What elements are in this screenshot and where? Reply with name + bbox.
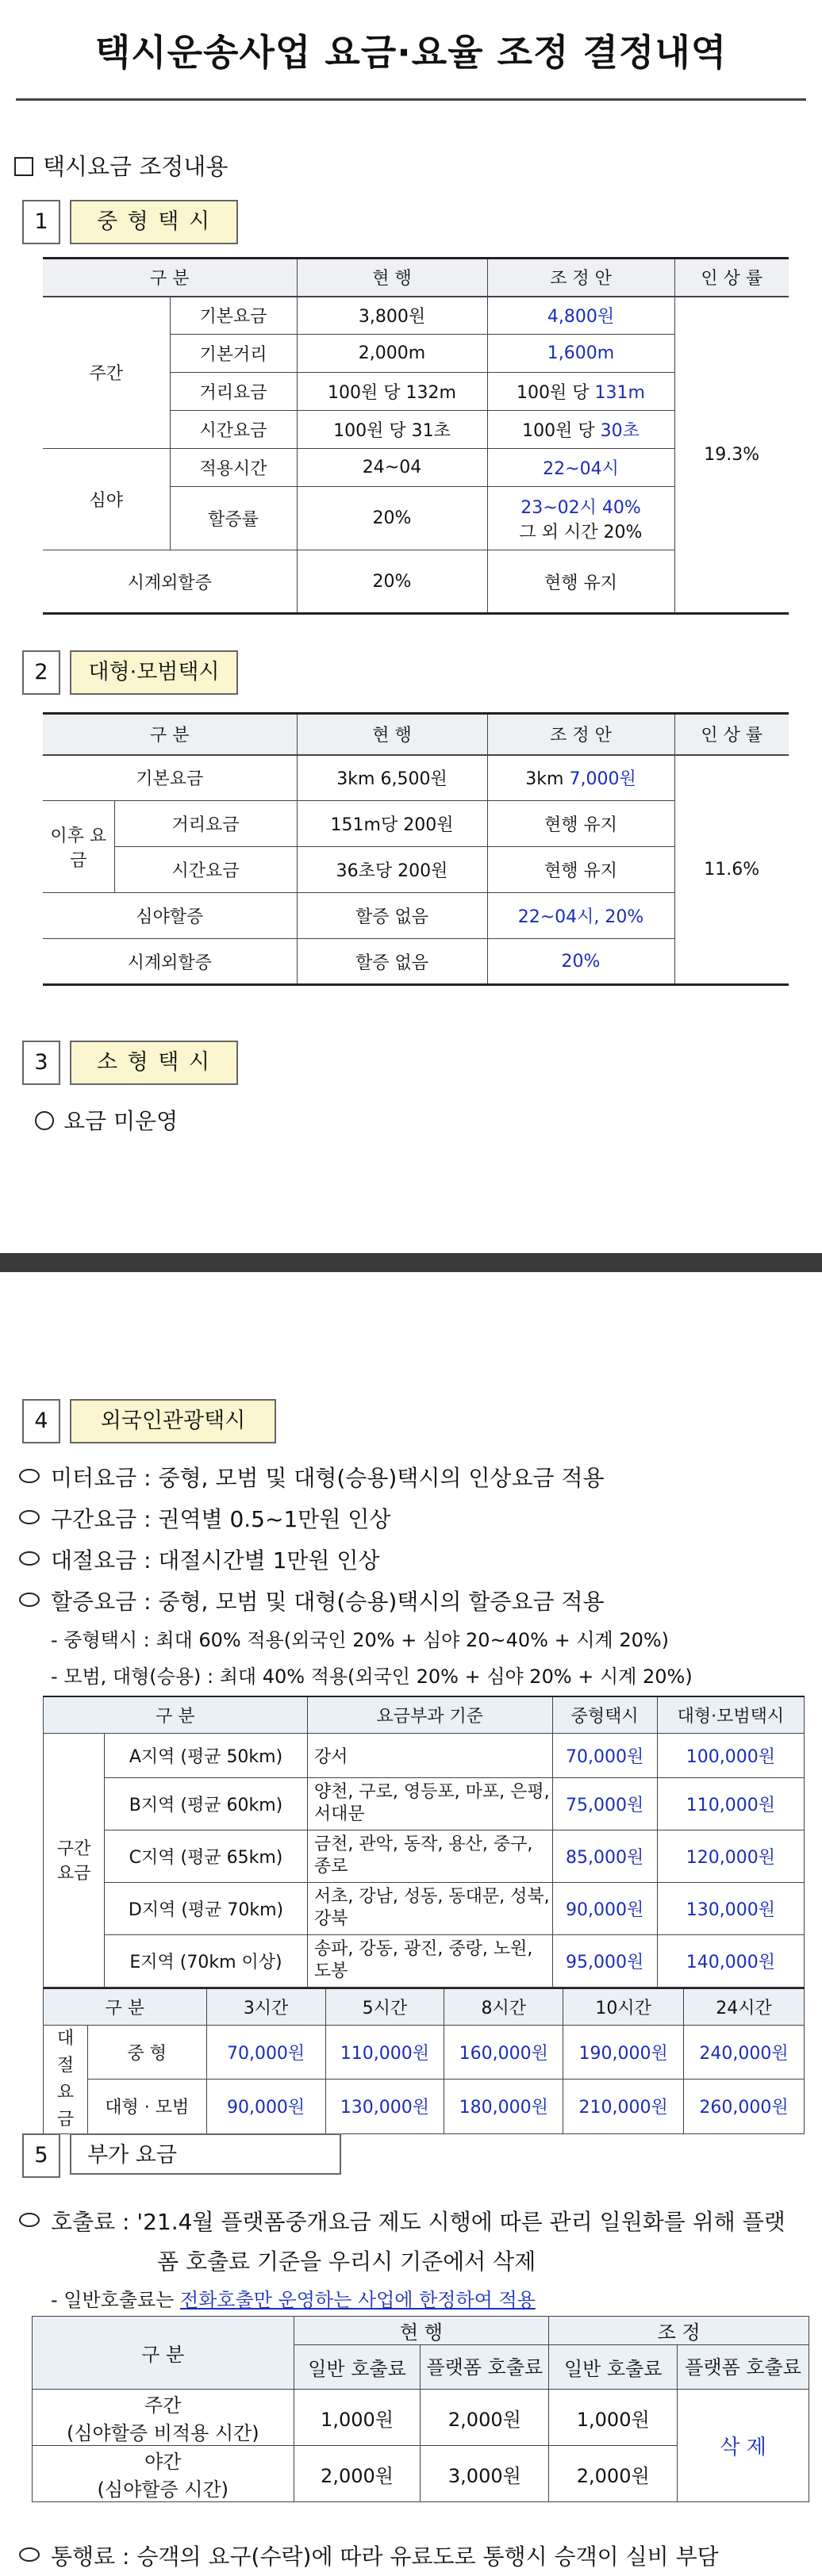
cell-zone: D지역 (평균 70km) [105, 1882, 308, 1934]
ellipse-bullet-icon [19, 1551, 40, 1566]
label-line: (심야할증 비적용 시간) [66, 2422, 259, 2444]
cell-midsize: 85,000원 [552, 1830, 657, 1882]
section-number: 4 [22, 1399, 60, 1443]
cell-large: 100,000원 [657, 1733, 804, 1777]
page-title: 택시운송사업 요금·요율 조정 결정내역 [94, 31, 728, 74]
section-label: 대형·모범택시 [70, 650, 238, 695]
dash-underlined-text: 전화호출만 운영하는 사업에 한정하여 적용 [180, 2289, 536, 2311]
header-general-fee: 일반 호출료 [294, 2345, 421, 2390]
cell-zone: E지역 (70km 이상) [105, 1934, 308, 1987]
cell-type: 대형 · 모범 [87, 2080, 206, 2134]
row-group-zone: 구간 요금 [44, 1733, 105, 1987]
cell-fare: 260,000원 [684, 2080, 805, 2134]
cell-proposal: 현행 유지 [487, 550, 674, 614]
cell-proposal [487, 411, 674, 449]
header-category: 구 분 [44, 1988, 207, 2025]
header-proposal: 조 정 안 [487, 714, 674, 755]
cell-fare: 110,000원 [325, 2025, 444, 2080]
header-large: 대형·모범택시 [657, 1696, 804, 1733]
ellipse-bullet-icon [19, 1593, 40, 1607]
cell-label: 거리요금 [170, 373, 297, 411]
cell-current: 100원 당 31초 [297, 411, 487, 449]
header-5h: 5시간 [325, 1988, 444, 2025]
ellipse-bullet-icon [19, 2213, 40, 2227]
proposal-value: 7,000원 [569, 769, 636, 790]
cell-label: 적용시간 [170, 449, 297, 487]
proposal-prefix: 100원 당 [522, 421, 595, 441]
cell-current: 3,800원 [297, 297, 487, 335]
header-platform-fee: 플랫폼 호출료 [421, 2345, 549, 2390]
cell-proposal: 20% [487, 939, 674, 985]
header-general-fee: 일반 호출료 [549, 2345, 678, 2390]
circle-bullet-icon [35, 1111, 54, 1130]
cell-current: 36초당 200원 [297, 847, 487, 893]
cell-proposal: 현행 유지 [487, 847, 674, 893]
cell-current: 할증 없음 [297, 893, 487, 939]
section-label: 부가 요금 [70, 2133, 341, 2175]
cell-current: 20% [297, 550, 487, 614]
ellipse-bullet-icon [19, 2547, 40, 2562]
cell-zone: A지역 (평균 50km) [105, 1733, 308, 1777]
header-rate: 인 상 률 [674, 714, 789, 755]
header-10h: 10시간 [563, 1988, 684, 2025]
header-rate: 인 상 률 [674, 259, 789, 297]
row-group-charter: 대 절 요 금 [44, 2025, 88, 2133]
header-24h: 24시간 [684, 1988, 805, 2025]
header-8h: 8시간 [444, 1988, 563, 2025]
subtitle [14, 149, 228, 182]
header-current: 현 행 [294, 2317, 549, 2345]
cell-rate: 11.6% [674, 755, 789, 985]
label-line: 야간 [144, 2451, 182, 2473]
section-3-header [0, 1041, 317, 1085]
label-line: (심야할증 시간) [97, 2478, 229, 2501]
cell-fee: 2,000원 [294, 2446, 421, 2502]
s5-dash [51, 2284, 536, 2312]
title-rule [16, 98, 806, 101]
section-label: 외국인관광택시 [70, 1399, 276, 1443]
cell-fee: 1,000원 [294, 2390, 421, 2446]
cell-fare: 190,000원 [563, 2025, 684, 2080]
cell-label: 시간요금 [114, 847, 297, 893]
section-1-header [0, 200, 317, 244]
cell-districts: 강서 [307, 1733, 552, 1777]
section-number: 1 [22, 200, 60, 244]
section-3-note [35, 1104, 178, 1136]
cell-proposal [487, 373, 674, 411]
header-basis: 요금부과 기준 [307, 1696, 552, 1733]
cell-deleted: 삭 제 [678, 2390, 809, 2502]
cell-label: 기본거리 [170, 335, 297, 373]
cell-label: 거리요금 [114, 801, 297, 847]
cell-zone: C지역 (평균 65km) [105, 1830, 308, 1882]
s5-line-2 [19, 2540, 719, 2571]
cell-proposal: 22~04시 [487, 449, 674, 487]
header-midsize: 중형택시 [552, 1696, 657, 1733]
cell-rate: 19.3% [674, 297, 789, 614]
dash-text: - 일반호출료는 [51, 2289, 181, 2311]
line-text: 미터요금 : 중형, 모범 및 대형(승용)택시의 인상요금 적용 [51, 1465, 605, 1491]
s4-dash-1: - 중형택시 : 최대 60% 적용(외국인 20% + 심야 20~40% + 시계 20%) [51, 1629, 670, 1651]
line-text: 구간요금 : 권역별 0.5~1만원 인상 [51, 1506, 391, 1532]
cell-current: 2,000m [297, 335, 487, 373]
cell-proposal: 4,800원 [487, 297, 674, 335]
cell-proposal: 22~04시, 20% [487, 893, 674, 939]
table-midsize-taxi [43, 257, 789, 615]
cell-proposal [487, 755, 674, 801]
proposal-line: 그 외 시간 20% [519, 522, 643, 542]
cell-label [33, 2390, 294, 2446]
note-text: 요금 미운영 [63, 1108, 179, 1134]
cell-large: 120,000원 [657, 1830, 804, 1882]
cell-fare: 240,000원 [684, 2025, 805, 2080]
cell-large: 110,000원 [657, 1777, 804, 1830]
table-zone-fares [43, 1696, 805, 1988]
proposal-value: 30초 [600, 421, 640, 441]
header-category: 구 분 [43, 259, 297, 297]
section-label: 중 형 택 시 [70, 200, 238, 244]
cell-type: 중 형 [87, 2025, 206, 2080]
line-text: 통행료 : 승객의 요구(수락)에 따라 유료도로 통행시 승객이 실비 부담 [51, 2543, 719, 2570]
cell-label: 기본요금 [43, 755, 297, 801]
cell-fee: 1,000원 [549, 2390, 678, 2446]
line-text: 호출료 : '21.4월 플랫폼중개요금 제도 시행에 따른 관리 일원화를 위해 플랫 [51, 2209, 786, 2235]
header-3h: 3시간 [206, 1988, 325, 2025]
s4-dash-2: - 모범, 대형(승용) : 최대 40% 적용(외국인 20% + 심야 20% + 시계 20%) [51, 1666, 693, 1688]
cell-label: 시간요금 [170, 411, 297, 449]
header-proposal: 조 정 안 [487, 259, 674, 297]
table-large-deluxe-taxi [43, 712, 789, 986]
section-number: 3 [22, 1041, 60, 1085]
s5-line-1-cont: 폼 호출료 기준을 우리시 기준에서 삭제 [157, 2248, 536, 2275]
proposal-value: 131m [594, 383, 645, 403]
cell-fare: 210,000원 [563, 2080, 684, 2134]
cell-label: 시계외할증 [43, 939, 297, 985]
cell-current: 100원 당 132m [297, 373, 487, 411]
s4-line-4 [19, 1585, 605, 1616]
s5-line-1 [19, 2205, 786, 2237]
header-current: 현 행 [297, 714, 487, 755]
header-adjust: 조 정 [549, 2317, 809, 2345]
header-category: 구 분 [33, 2317, 294, 2390]
cell-fare: 180,000원 [444, 2080, 563, 2134]
section-5-header [0, 2133, 365, 2178]
subtitle-text: 택시요금 조정내용 [43, 153, 229, 180]
section-number: 5 [22, 2133, 60, 2178]
s4-line-2 [19, 1502, 390, 1534]
proposal-line: 23~02시 40% [520, 497, 641, 518]
cell-proposal [487, 487, 674, 550]
cell-fee: 2,000원 [421, 2390, 549, 2446]
cell-districts: 양천, 구로, 영등포, 마포, 은평, 서대문 [307, 1777, 552, 1830]
cell-large: 140,000원 [657, 1934, 804, 1987]
line-text: 할증요금 : 중형, 모범 및 대형(승용)택시의 할증요금 적용 [51, 1589, 605, 1615]
cell-current: 20% [297, 487, 487, 550]
proposal-prefix: 100원 당 [517, 383, 590, 403]
section-2-header [0, 650, 317, 695]
header-category: 구 분 [44, 1696, 308, 1733]
cell-label: 시계외할증 [43, 550, 297, 614]
cell-label: 할증률 [170, 487, 297, 550]
s4-line-1 [19, 1461, 605, 1493]
cell-midsize: 95,000원 [552, 1934, 657, 1987]
cell-current: 3km 6,500원 [297, 755, 487, 801]
cell-fee: 2,000원 [549, 2446, 678, 2502]
cell-districts: 송파, 강동, 광진, 중랑, 노원, 도봉 [307, 1934, 552, 1987]
line-text: 대절요금 : 대절시간별 1만원 인상 [51, 1547, 380, 1574]
section-number: 2 [22, 650, 60, 695]
cell-fee: 3,000원 [421, 2446, 549, 2502]
section-label: 소 형 택 시 [70, 1041, 238, 1085]
cell-proposal: 1,600m [487, 335, 674, 373]
cell-fare: 70,000원 [206, 2025, 325, 2080]
s4-line-3 [19, 1543, 379, 1575]
cell-zone: B지역 (평균 60km) [105, 1777, 308, 1830]
section-4-header [0, 1399, 317, 1443]
cell-fare: 90,000원 [206, 2080, 325, 2134]
cell-fare: 160,000원 [444, 2025, 563, 2080]
cell-proposal: 현행 유지 [487, 801, 674, 847]
ellipse-bullet-icon [19, 1510, 40, 1524]
cell-current: 할증 없음 [297, 939, 487, 985]
cell-midsize: 90,000원 [552, 1882, 657, 1934]
proposal-prefix: 3km [525, 769, 564, 790]
cell-current: 24~04 [297, 449, 487, 487]
cell-fare: 130,000원 [325, 2080, 444, 2134]
label-line: 주간 [144, 2394, 182, 2417]
header-category: 구 분 [43, 714, 297, 755]
row-group-after: 이후 요금 [43, 801, 114, 893]
page-break-bar [0, 1253, 822, 1272]
cell-districts: 금천, 관악, 동작, 용산, 중구, 종로 [307, 1830, 552, 1882]
cell-label: 기본요금 [170, 297, 297, 335]
header-platform-fee: 플랫폼 호출료 [678, 2345, 809, 2390]
square-bullet-icon [14, 157, 33, 176]
row-group-day: 주간 [43, 297, 170, 449]
cell-midsize: 75,000원 [552, 1777, 657, 1830]
table-call-fees [32, 2316, 809, 2502]
cell-current: 151m당 200원 [297, 801, 487, 847]
ellipse-bullet-icon [19, 1469, 40, 1483]
cell-large: 130,000원 [657, 1882, 804, 1934]
cell-label: 심야할증 [43, 893, 297, 939]
header-current: 현 행 [297, 259, 487, 297]
table-charter-fares [43, 1988, 805, 2134]
row-group-night: 심야 [43, 449, 170, 550]
cell-midsize: 70,000원 [552, 1733, 657, 1777]
cell-districts: 서초, 강남, 성동, 동대문, 성북, 강북 [307, 1882, 552, 1934]
cell-label [33, 2446, 294, 2502]
